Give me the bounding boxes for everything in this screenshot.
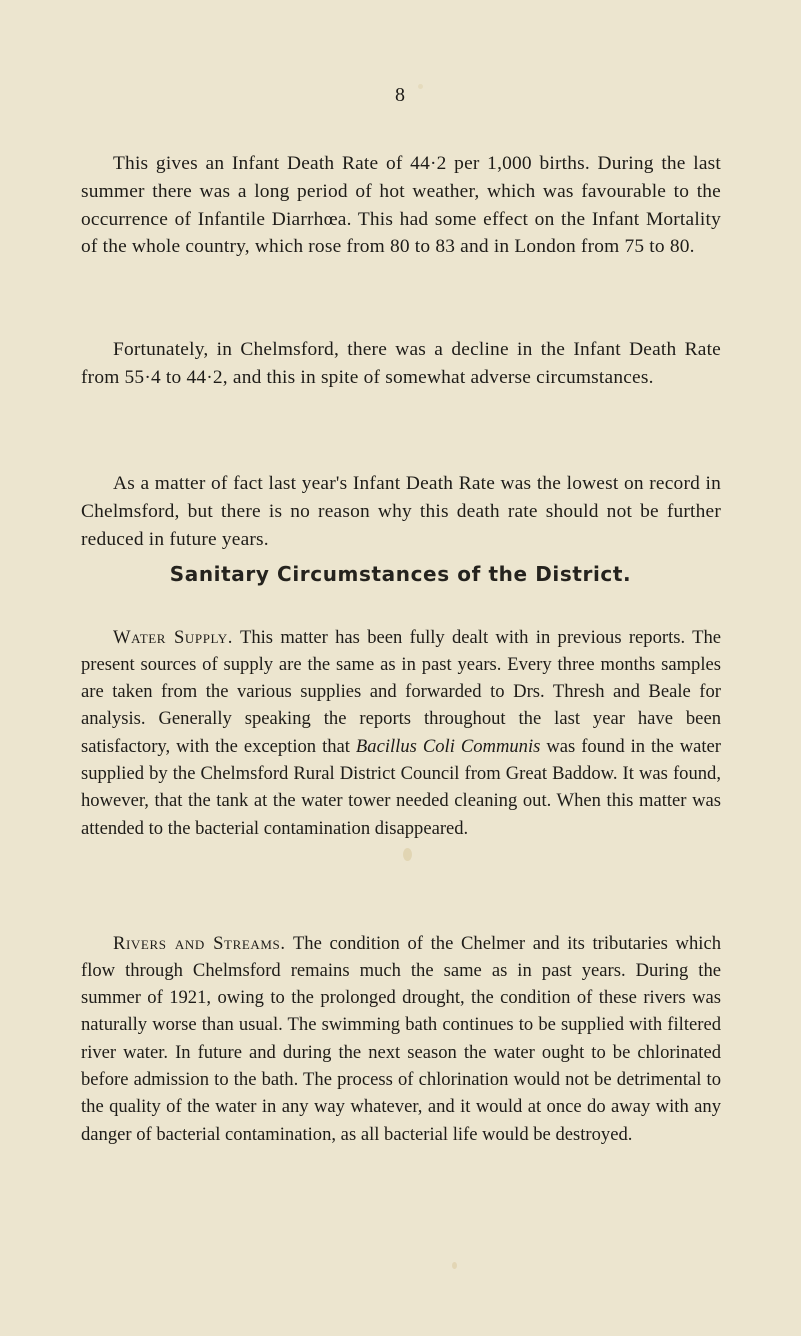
paragraph-infant-death-rate: This gives an Infant Death Rate of 44·2 per 1,000 births. During the last summer there was a long period of hot weather, which was favourable to the occurrence of Infantile Diarrhœa. This had some effect on the Infant Mortality of the whole country, which rose from 80 to 83 and in London from 75 to 80. (81, 153, 721, 258)
paper-speck (403, 848, 412, 861)
rivers-streams-text: The condition of the Chelmer and its tributaries which flow through Chelmsford remains much the same as in past years. During the summer of 1921, owing to the prolonged drought, the condition of these rivers was naturally worse than usual. The swimming bath continues to be supplied with filtered river water. In future and during the next season the water ought to be chlorinated before admission to the bath. The process of chlorination would not be detrimental to the quality of the water in any way whatever, and it would at once do away with any danger of bacterial contamination, as all bacterial life would be destroyed. (81, 932, 721, 1145)
water-supply-text-end: was found in the water supplied by the Chelmsford Rural District Council from Great Baddow. It was found, however, that the tank at the water tower needed cleaning out. When this matter was attended to the bacterial contamination disappeared. (81, 735, 721, 839)
paper-speck (452, 1262, 457, 1269)
water-supply-title: Water Supply. (113, 626, 234, 648)
page-number: 8 (395, 84, 406, 106)
paper-speck (418, 84, 423, 89)
water-supply-text-start: This matter has been fully dealt with in previous reports. The present sources of supply are the same as in past years. Every three months samples are taken from the various supplies and forwarded to Drs. Thresh and Beale for analysis. Generally speaking the reports throughout the last year have been satisfactory, with the exception that (81, 626, 722, 757)
paragraph-lowest-on-record: As a matter of fact last year's Infant Death Rate was the lowest on record in Chelmsford, but there is no reason why this death rate should not be further reduced in future years. (81, 473, 721, 550)
paragraph-chelmsford-decline: Fortunately, in Chelmsford, there was a decline in the Infant Death Rate from 55·4 to 44·2, and this in spite of somewhat adverse circumstances. (81, 339, 721, 388)
rivers-streams-title: Rivers and Streams. (113, 932, 286, 954)
paragraph-water-supply (81, 624, 721, 842)
paragraph-rivers-streams (81, 930, 721, 1148)
bacillus-name: Bacillus Coli Communis (355, 735, 541, 757)
section-heading: Sanitary Circumstances of the District. (169, 562, 632, 586)
